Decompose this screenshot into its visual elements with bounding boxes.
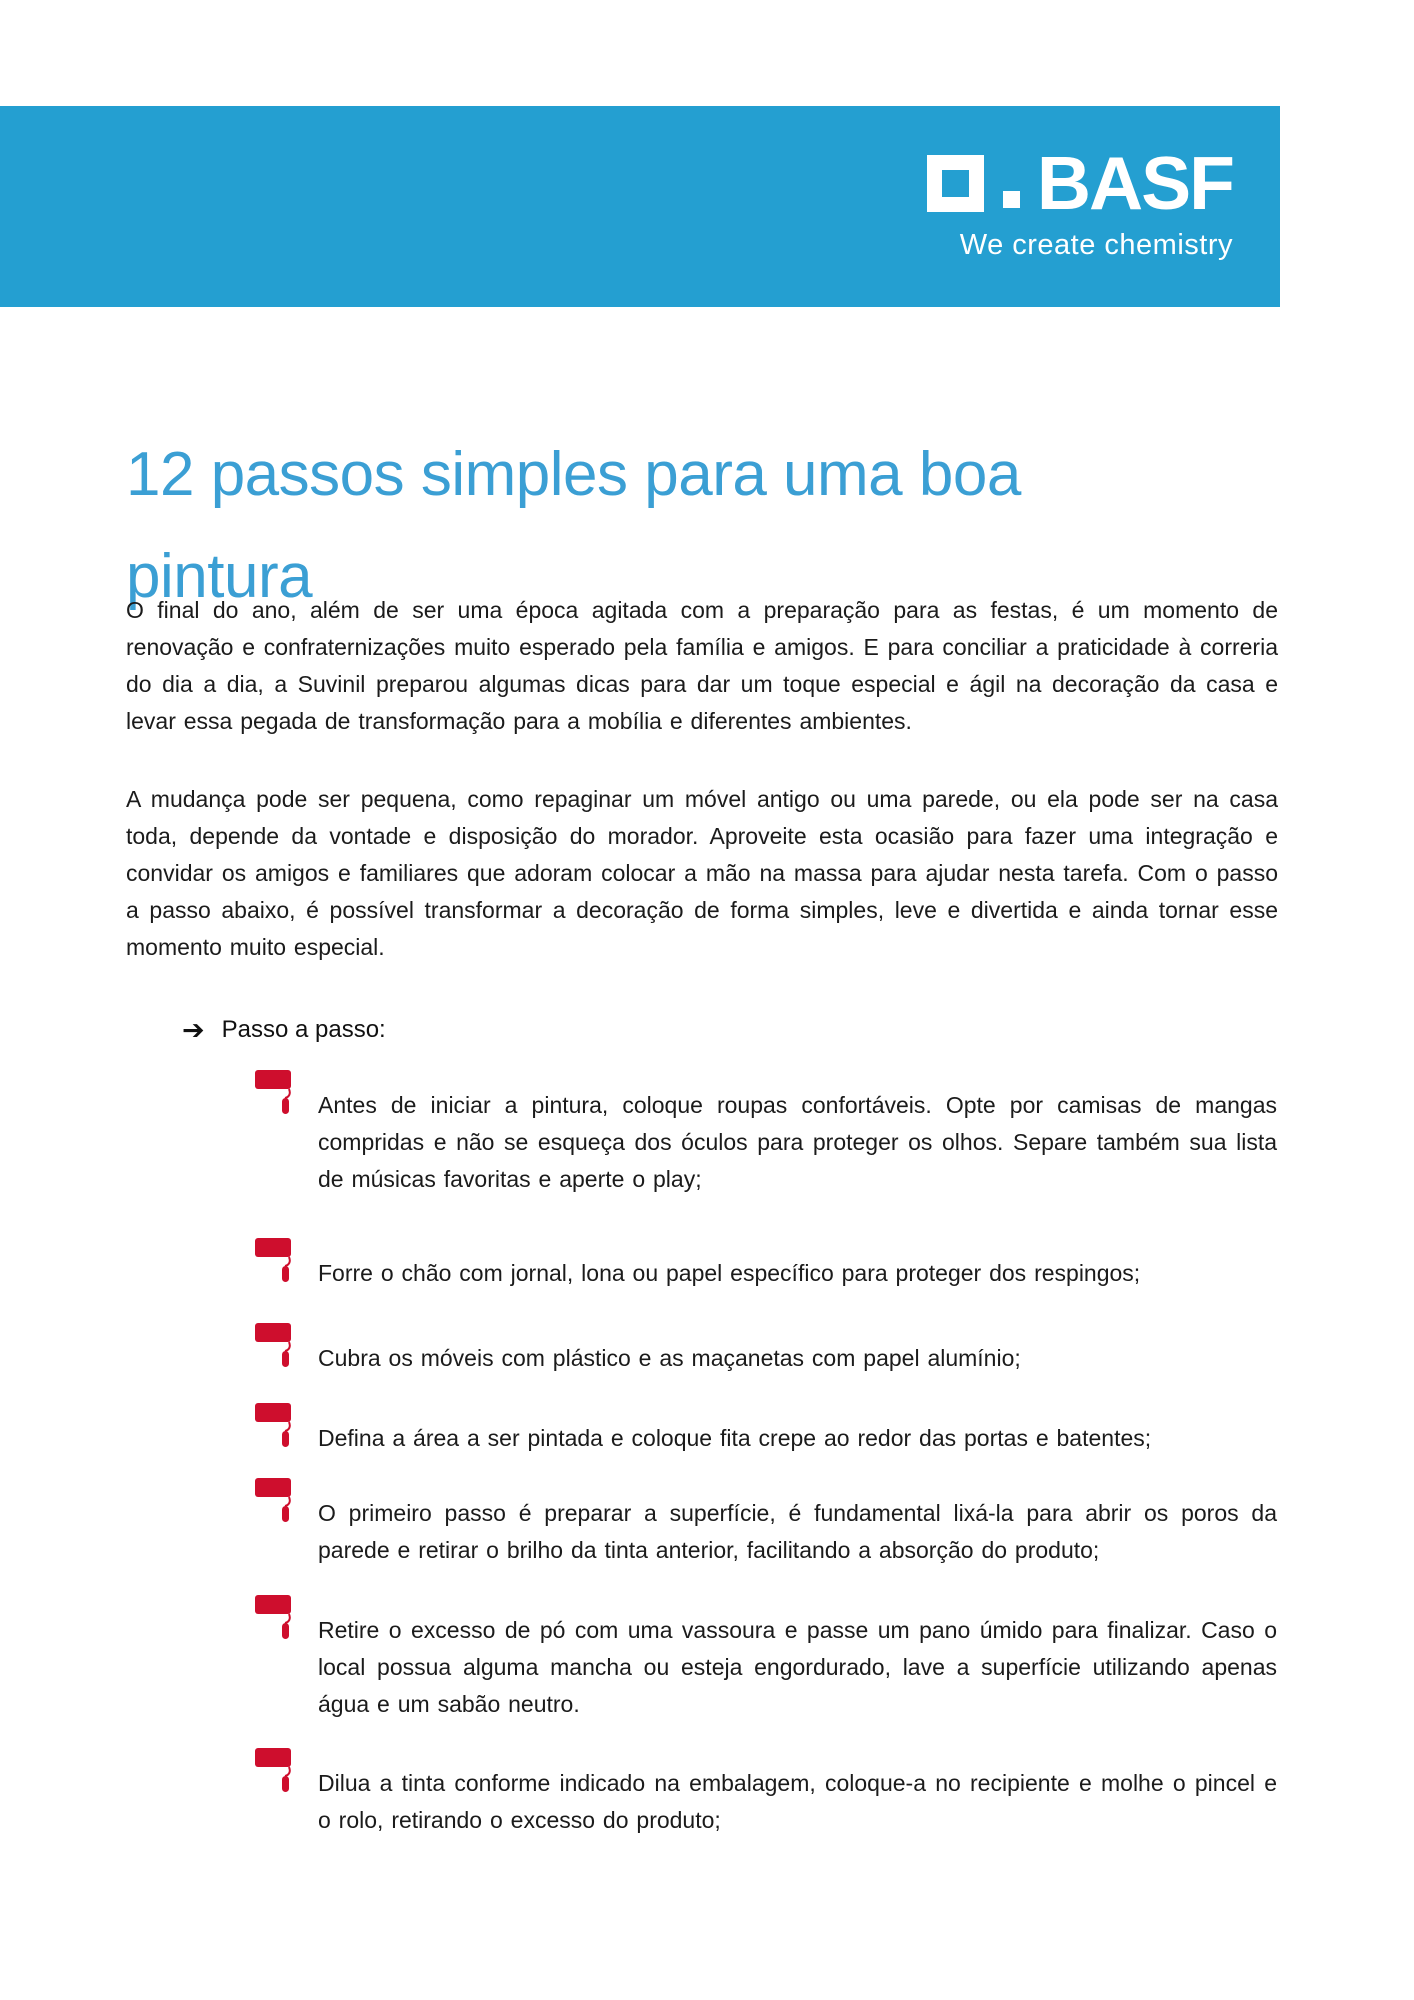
step-text: Cubra os móveis com plástico e as maçanetas com papel alumínio;: [318, 1345, 1021, 1371]
basf-logo-row: [927, 141, 1233, 225]
basf-logo-square-outline-icon: [927, 155, 984, 212]
intro-paragraph: O final do ano, além de ser uma época agitada com a preparação para as festas, é um momento de renovação e confraternizações muito esperado pela família e amigos. E para conciliar a praticidade à correria do dia a dia, a Suvinil preparou algumas dicas para dar um toque especial e ágil na decoração da casa e levar essa pegada de transformação para a mobília e diferentes ambientes.: [126, 597, 1278, 734]
step-text: O primeiro passo é preparar a superfície, é fundamental lixá-la para abrir os poros da parede e retirar o brilho da tinta anterior, facilitando a absorção do produto;: [318, 1500, 1277, 1563]
paint-roller-icon: [254, 1069, 294, 1126]
step-item: [318, 1495, 1277, 1569]
page-title: 12 passos simples para uma boa pintura: [126, 439, 1021, 611]
step-item: [318, 1087, 1277, 1198]
paint-roller-icon: [254, 1594, 294, 1651]
step-text: Defina a área a ser pintada e coloque fita crepe ao redor das portas e batentes;: [318, 1425, 1152, 1451]
step-item: [318, 1340, 1277, 1377]
step-item: [318, 1765, 1277, 1839]
step-text: Antes de iniciar a pintura, coloque roupas confortáveis. Opte por camisas de mangas compridas e não se esqueça dos óculos para proteger os olhos. Separe também sua lista de músicas favoritas e aperte o play;: [318, 1092, 1277, 1192]
basf-logo: [927, 141, 1233, 262]
basf-wordmark: BASF: [1036, 141, 1233, 225]
paint-roller-icon: [254, 1747, 294, 1804]
step-item: [318, 1612, 1277, 1723]
header-banner: [0, 106, 1280, 307]
step-text: Dilua a tinta conforme indicado na embalagem, coloque-a no recipiente e molhe o pincel e o rolo, retirando o excesso do produto;: [318, 1770, 1277, 1833]
basf-logo-square-icon: [1003, 191, 1020, 208]
steps-heading: [182, 1016, 386, 1044]
steps-heading-label: Passo a passo:: [221, 1016, 386, 1043]
arrow-right-icon: ➔: [182, 1014, 205, 1045]
step-item: [318, 1255, 1277, 1292]
paint-roller-icon: [254, 1402, 294, 1459]
step-text: Retire o excesso de pó com uma vassoura e passe um pano úmido para finalizar. Caso o local possua alguma mancha ou esteja engordurado, lave a superfície utilizando apenas água e um sabão neutro.: [318, 1617, 1277, 1717]
paint-roller-icon: [254, 1477, 294, 1534]
paint-roller-icon: [254, 1322, 294, 1379]
basf-tagline: We create chemistry: [959, 229, 1233, 261]
step-item: [318, 1420, 1277, 1457]
step-text: Forre o chão com jornal, lona ou papel específico para proteger dos respingos;: [318, 1260, 1141, 1286]
paint-roller-icon: [254, 1237, 294, 1294]
intro-paragraph: A mudança pode ser pequena, como repaginar um móvel antigo ou uma parede, ou ela pode ser na casa toda, depende da vontade e disposição do morador. Aproveite esta ocasião para fazer uma integração e convidar os amigos e familiares que adoram colocar a mão na massa para ajudar nesta tarefa. Com o passo a passo abaixo, é possível transformar a decoração de forma simples, leve e divertida e ainda tornar esse momento muito especial.: [126, 786, 1278, 960]
